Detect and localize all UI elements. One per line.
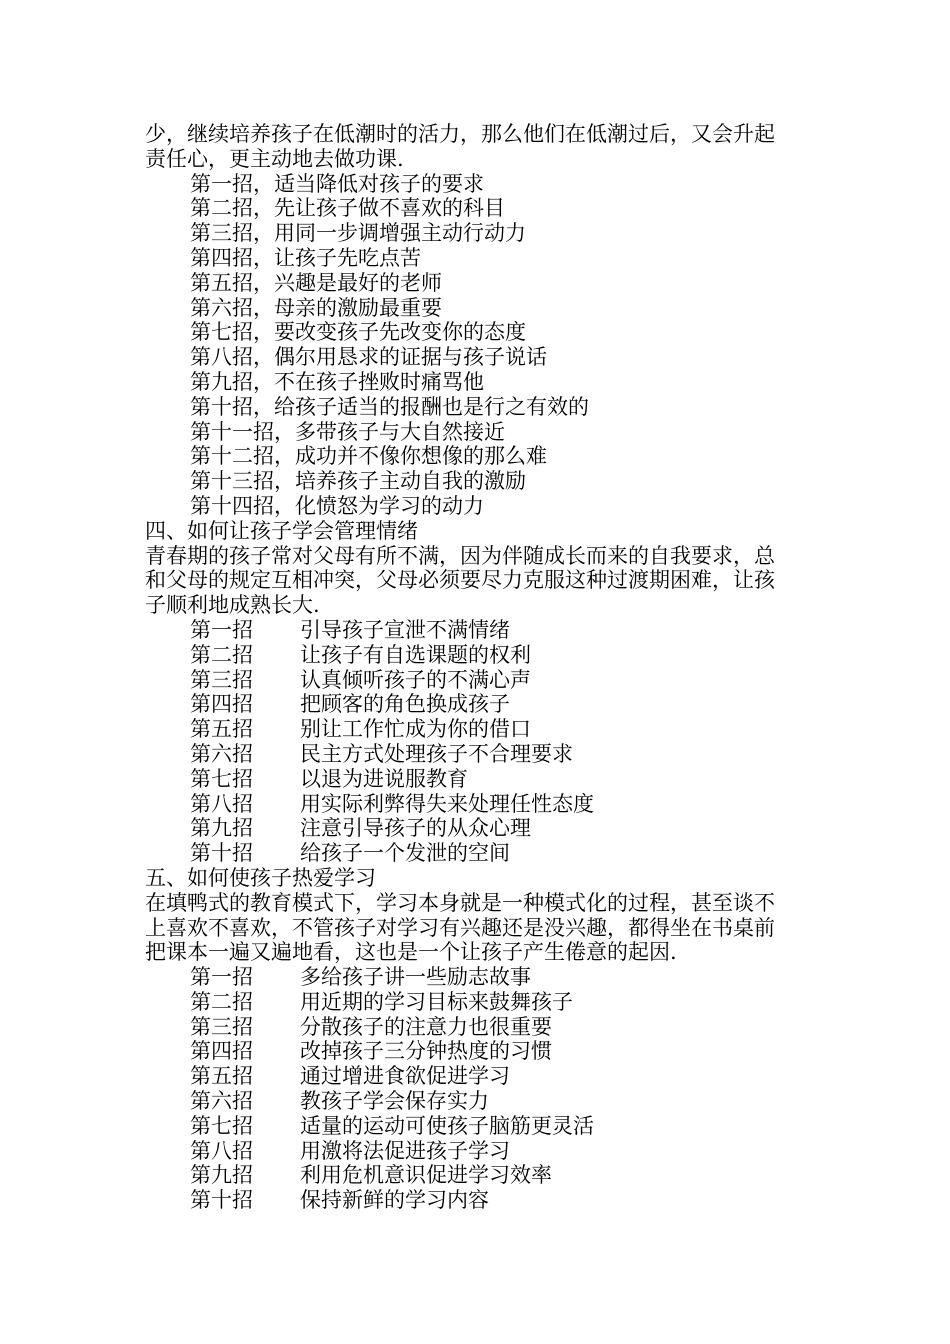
section4-heading: 四、如何让孩子学会管理情绪 — [145, 518, 418, 543]
intro-line: 少，继续培养孩子在低潮时的活力，那么他们在低潮过后，又会升起 — [145, 122, 775, 146]
list-item — [145, 841, 815, 866]
tip-text: 注意引导孩子的从众心理 — [300, 816, 531, 841]
list-item — [145, 1139, 815, 1164]
list-item — [145, 767, 815, 792]
tip-label: 第八招 — [190, 1138, 253, 1163]
tip-text: 改掉孩子三分钟热度的习惯 — [300, 1039, 552, 1064]
list-item: 第十招，给孩子适当的报酬也是行之有效的 — [190, 394, 589, 419]
list-item — [145, 742, 815, 767]
tip-label: 第十招 — [190, 841, 253, 866]
list-item — [145, 717, 815, 742]
list-item: 第五招，兴趣是最好的老师 — [190, 270, 442, 295]
tip-text: 用激将法促进孩子学习 — [300, 1138, 510, 1163]
list-item: 第十四招，化愤怒为学习的动力 — [190, 493, 484, 518]
tip-label: 第二招 — [190, 642, 253, 667]
tip-text: 让孩子有自选课题的权利 — [300, 642, 531, 667]
paragraph-line: 青春期的孩子常对父母有所不满，因为伴随成长而来的自我要求，总 — [145, 543, 775, 568]
list-item: 第九招，不在孩子挫败时痛骂他 — [190, 369, 484, 394]
tip-text: 适量的运动可使孩子脑筋更灵活 — [300, 1113, 594, 1138]
tip-text: 分散孩子的注意力也很重要 — [300, 1014, 552, 1039]
list-item — [145, 1039, 815, 1064]
tip-label: 第二招 — [190, 989, 253, 1014]
tip-label: 第三招 — [190, 667, 253, 692]
tip-text: 认真倾听孩子的不满心声 — [300, 667, 531, 692]
tip-label: 第十招 — [190, 1188, 253, 1213]
list-item — [145, 692, 815, 717]
section5-heading: 五、如何使孩子热爱学习 — [145, 865, 376, 890]
section3-tips-list — [145, 172, 815, 519]
tip-text: 给孩子一个发泄的空间 — [300, 841, 510, 866]
list-item — [145, 965, 815, 990]
list-item: 第一招，适当降低对孩子的要求 — [190, 171, 484, 196]
paragraph-line: 在填鸭式的教育模式下，学习本身就是一种模式化的过程，甚至谈不 — [145, 890, 775, 915]
intro-line: 责任心，更主动地去做功课. — [145, 146, 404, 171]
tip-text: 引导孩子宣泄不满情绪 — [300, 617, 510, 642]
tip-text: 用近期的学习目标来鼓舞孩子 — [300, 989, 573, 1014]
tip-label: 第六招 — [190, 741, 253, 766]
tip-label: 第八招 — [190, 791, 253, 816]
list-item: 第十三招，培养孩子主动自我的激励 — [190, 469, 526, 494]
list-item — [145, 1188, 815, 1213]
tip-text: 别让工作忙成为你的借口 — [300, 717, 531, 742]
tip-text: 把顾客的角色换成孩子 — [300, 692, 510, 717]
tip-text: 通过增进食欲促进学习 — [300, 1064, 510, 1089]
tip-text: 利用危机意识促进学习效率 — [300, 1163, 552, 1188]
tip-text: 民主方式处理孩子不合理要求 — [300, 741, 573, 766]
tip-label: 第四招 — [190, 692, 253, 717]
tip-text: 以退为进说服教育 — [300, 766, 468, 791]
list-item — [145, 643, 815, 668]
tip-label: 第三招 — [190, 1014, 253, 1039]
list-item — [145, 1015, 815, 1040]
document-page — [145, 122, 815, 1213]
tip-text: 用实际利弊得失来处理任性态度 — [300, 791, 594, 816]
tip-label: 第六招 — [190, 1089, 253, 1114]
tip-label: 第一招 — [190, 965, 253, 990]
section4-tips-list — [145, 618, 815, 866]
list-item: 第六招，母亲的激励最重要 — [190, 295, 442, 320]
section5-tips-list — [145, 965, 815, 1213]
list-item: 第十二招，成功并不像你想像的那么难 — [190, 444, 547, 469]
tip-label: 第四招 — [190, 1039, 253, 1064]
list-item: 第十一招，多带孩子与大自然接近 — [190, 419, 505, 444]
list-item — [145, 1163, 815, 1188]
tip-label: 第五招 — [190, 1064, 253, 1089]
tip-label: 第一招 — [190, 617, 253, 642]
list-item: 第三招，用同一步调增强主动行动力 — [190, 221, 526, 246]
list-item — [145, 1089, 815, 1114]
paragraph-line: 把课本一遍又遍地看，这也是一个让孩子产生倦意的起因. — [145, 940, 677, 965]
paragraph-line: 子顺利地成熟长大. — [145, 593, 320, 618]
list-item — [145, 1064, 815, 1089]
list-item: 第二招，先让孩子做不喜欢的科目 — [190, 196, 505, 221]
tip-label: 第七招 — [190, 1113, 253, 1138]
tip-label: 第七招 — [190, 766, 253, 791]
list-item — [145, 792, 815, 817]
tip-label: 第五招 — [190, 717, 253, 742]
tip-label: 第九招 — [190, 1163, 253, 1188]
list-item — [145, 990, 815, 1015]
list-item: 第八招，偶尔用恳求的证据与孩子说话 — [190, 345, 547, 370]
list-item — [145, 618, 815, 643]
list-item — [145, 1114, 815, 1139]
tip-text: 教孩子学会保存实力 — [300, 1089, 489, 1114]
list-item: 第七招，要改变孩子先改变你的态度 — [190, 320, 526, 345]
list-item — [145, 816, 815, 841]
list-item — [145, 668, 815, 693]
tip-text: 保持新鲜的学习内容 — [300, 1188, 489, 1213]
paragraph-line: 和父母的规定互相冲突，父母必须要尽力克服这种过渡期困难，让孩 — [145, 568, 775, 593]
tip-text: 多给孩子讲一些励志故事 — [300, 965, 531, 990]
tip-label: 第九招 — [190, 816, 253, 841]
paragraph-line: 上喜欢不喜欢，不管孩子对学习有兴趣还是没兴趣，都得坐在书桌前 — [145, 915, 775, 940]
list-item: 第四招，让孩子先吃点苦 — [190, 245, 421, 270]
